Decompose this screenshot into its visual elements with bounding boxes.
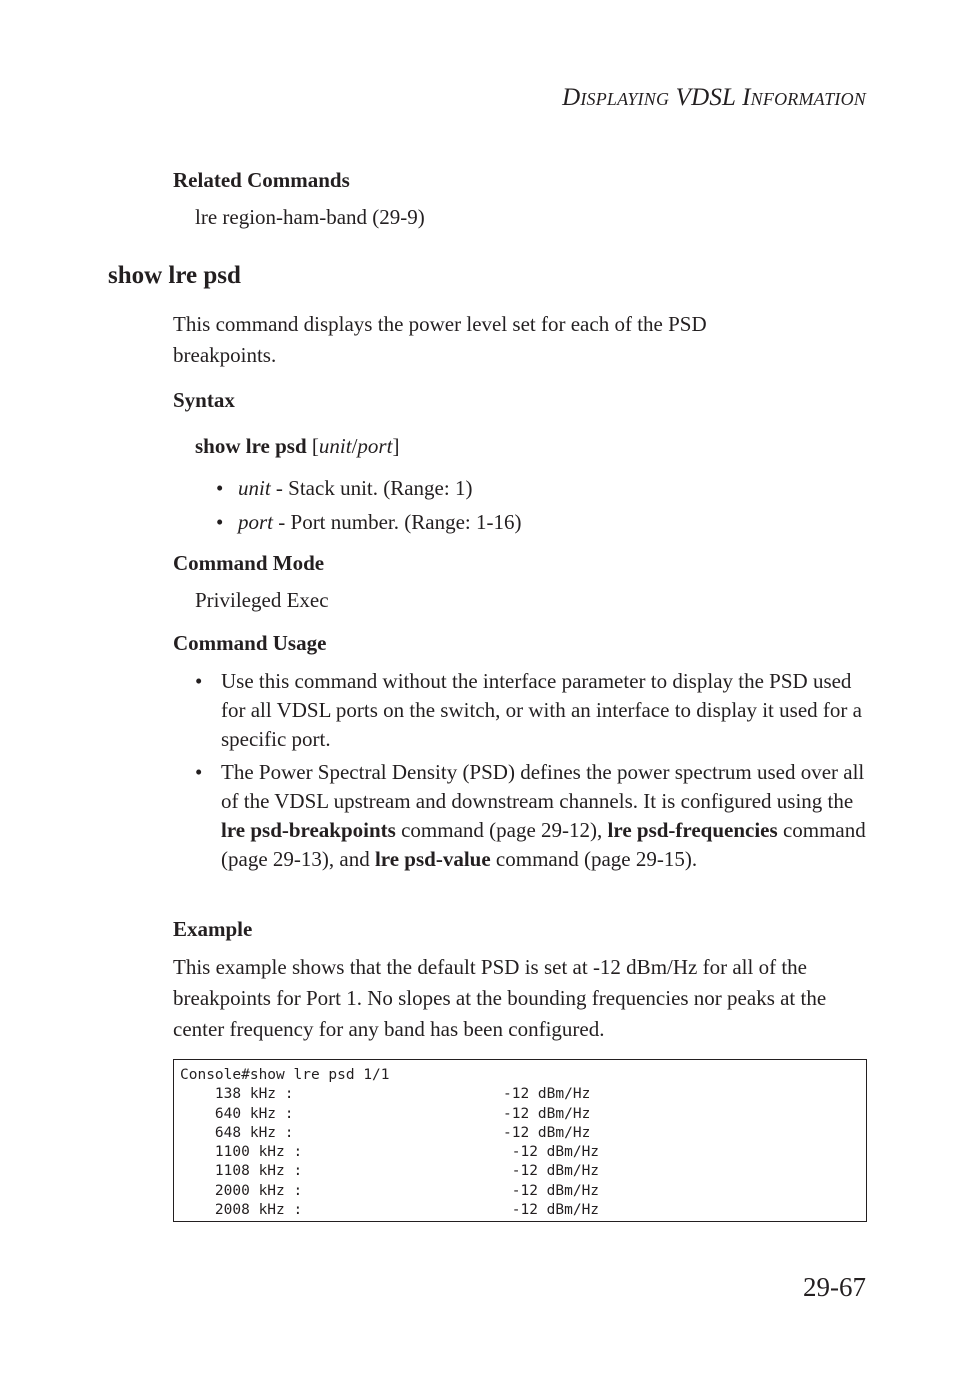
usage-bullet-2: • The Power Spectral Density (PSD) defines the power spectrum used over all of the VDSL upstream and downstream channels. It is configured using the lre psd-breakpoints command (page 29-12), lre psd-frequencies command (page 29-13), and lre psd-value command (page 29-15). <box>195 760 866 871</box>
syntax-line <box>195 434 399 459</box>
running-header <box>562 84 866 112</box>
running-header-nformation: NFORMATION <box>750 89 866 109</box>
section-title: show lre psd <box>108 262 241 289</box>
param-unit-name: unit <box>238 476 271 500</box>
usage-bullet-1: • Use this command without the interface parameter to display the PSD used for all VDSL ports on the switch, or with an interface to display it used for a specific port. <box>195 669 862 751</box>
command-usage-heading: Command Usage <box>173 631 327 655</box>
running-header-d: D <box>562 84 581 111</box>
syntax-arg-unit: unit <box>318 434 352 458</box>
code-line: 2008 kHz : -12 dBm/Hz <box>180 1202 600 1219</box>
command-mode-heading: Command Mode <box>173 551 325 575</box>
code-line: 1100 kHz : -12 dBm/Hz <box>180 1144 600 1161</box>
param-port: • port - Port number. (Range: 1-16) <box>216 510 522 534</box>
code-line: 138 kHz : -12 dBm/Hz <box>180 1086 591 1103</box>
syntax-heading: Syntax <box>173 388 235 412</box>
param-unit-desc: - Stack unit. (Range: 1) <box>270 476 473 500</box>
syntax-command: show lre psd <box>195 434 307 458</box>
related-commands-text: lre region-ham-band (29-9) <box>195 205 425 229</box>
code-line: 2000 kHz : -12 dBm/Hz <box>180 1182 600 1199</box>
usage-bullet-2-t2: command (page 29-12), <box>395 818 608 842</box>
usage-bullet-2-t1: The Power Spectral Density (PSD) defines the power spectrum used over all of the VDSL upstream and downstream channels. It is configured using the <box>221 760 865 813</box>
code-line: 648 kHz : -12 dBm/Hz <box>180 1124 591 1141</box>
syntax-arg-port: port <box>357 434 393 458</box>
description: This command displays the power level set for each of the PSD breakpoints. <box>173 312 707 367</box>
example-heading: Example <box>173 917 253 941</box>
usage-bullet-1-text: Use this command without the interface parameter to display the PSD used for all VDSL ports on the switch, or with an interface to display it used for a specific port. <box>221 669 862 751</box>
related-commands-heading: Related Commands <box>173 168 350 192</box>
running-header-vdsl: VDSL <box>675 84 736 111</box>
code-line: 1108 kHz : -12 dBm/Hz <box>180 1163 600 1180</box>
syntax-bracket-open: [ <box>306 434 319 458</box>
command-usage-list <box>195 667 867 874</box>
syntax-params <box>216 474 816 537</box>
usage-bullet-2-t4: command (page 29-15). <box>490 847 698 871</box>
syntax-bracket-close: ] <box>392 434 400 458</box>
syntax-slash: / <box>351 434 358 458</box>
usage-bullet-2-cmd-frequencies: lre psd-frequencies <box>607 818 778 842</box>
code-line: Console#show lre psd 1/1 <box>180 1067 390 1083</box>
usage-bullet-2-cmd-value: lre psd-value <box>374 847 491 871</box>
param-port-name: port <box>238 510 274 534</box>
usage-bullet-2-t3: command (page 29-13), and <box>221 818 866 871</box>
code-line: 640 kHz : -12 dBm/Hz <box>180 1105 591 1122</box>
param-unit: • unit - Stack unit. (Range: 1) <box>216 476 473 500</box>
param-port-desc: - Port number. (Range: 1-16) <box>273 510 522 534</box>
running-header-i: I <box>742 84 751 111</box>
page-number: 29-67 <box>803 1272 866 1302</box>
usage-bullet-2-cmd-breakpoints: lre psd-breakpoints <box>221 818 396 842</box>
command-mode-text: Privileged Exec <box>195 588 329 612</box>
running-header-isplaying: ISPLAYING <box>580 89 670 109</box>
console-output <box>173 1059 867 1222</box>
example-text: This example shows that the default PSD is set at -12 dBm/Hz for all of the breakpoints for Port 1. No slopes at the bounding frequencies nor peaks at the center frequency for any band has been configured. <box>173 955 827 1041</box>
